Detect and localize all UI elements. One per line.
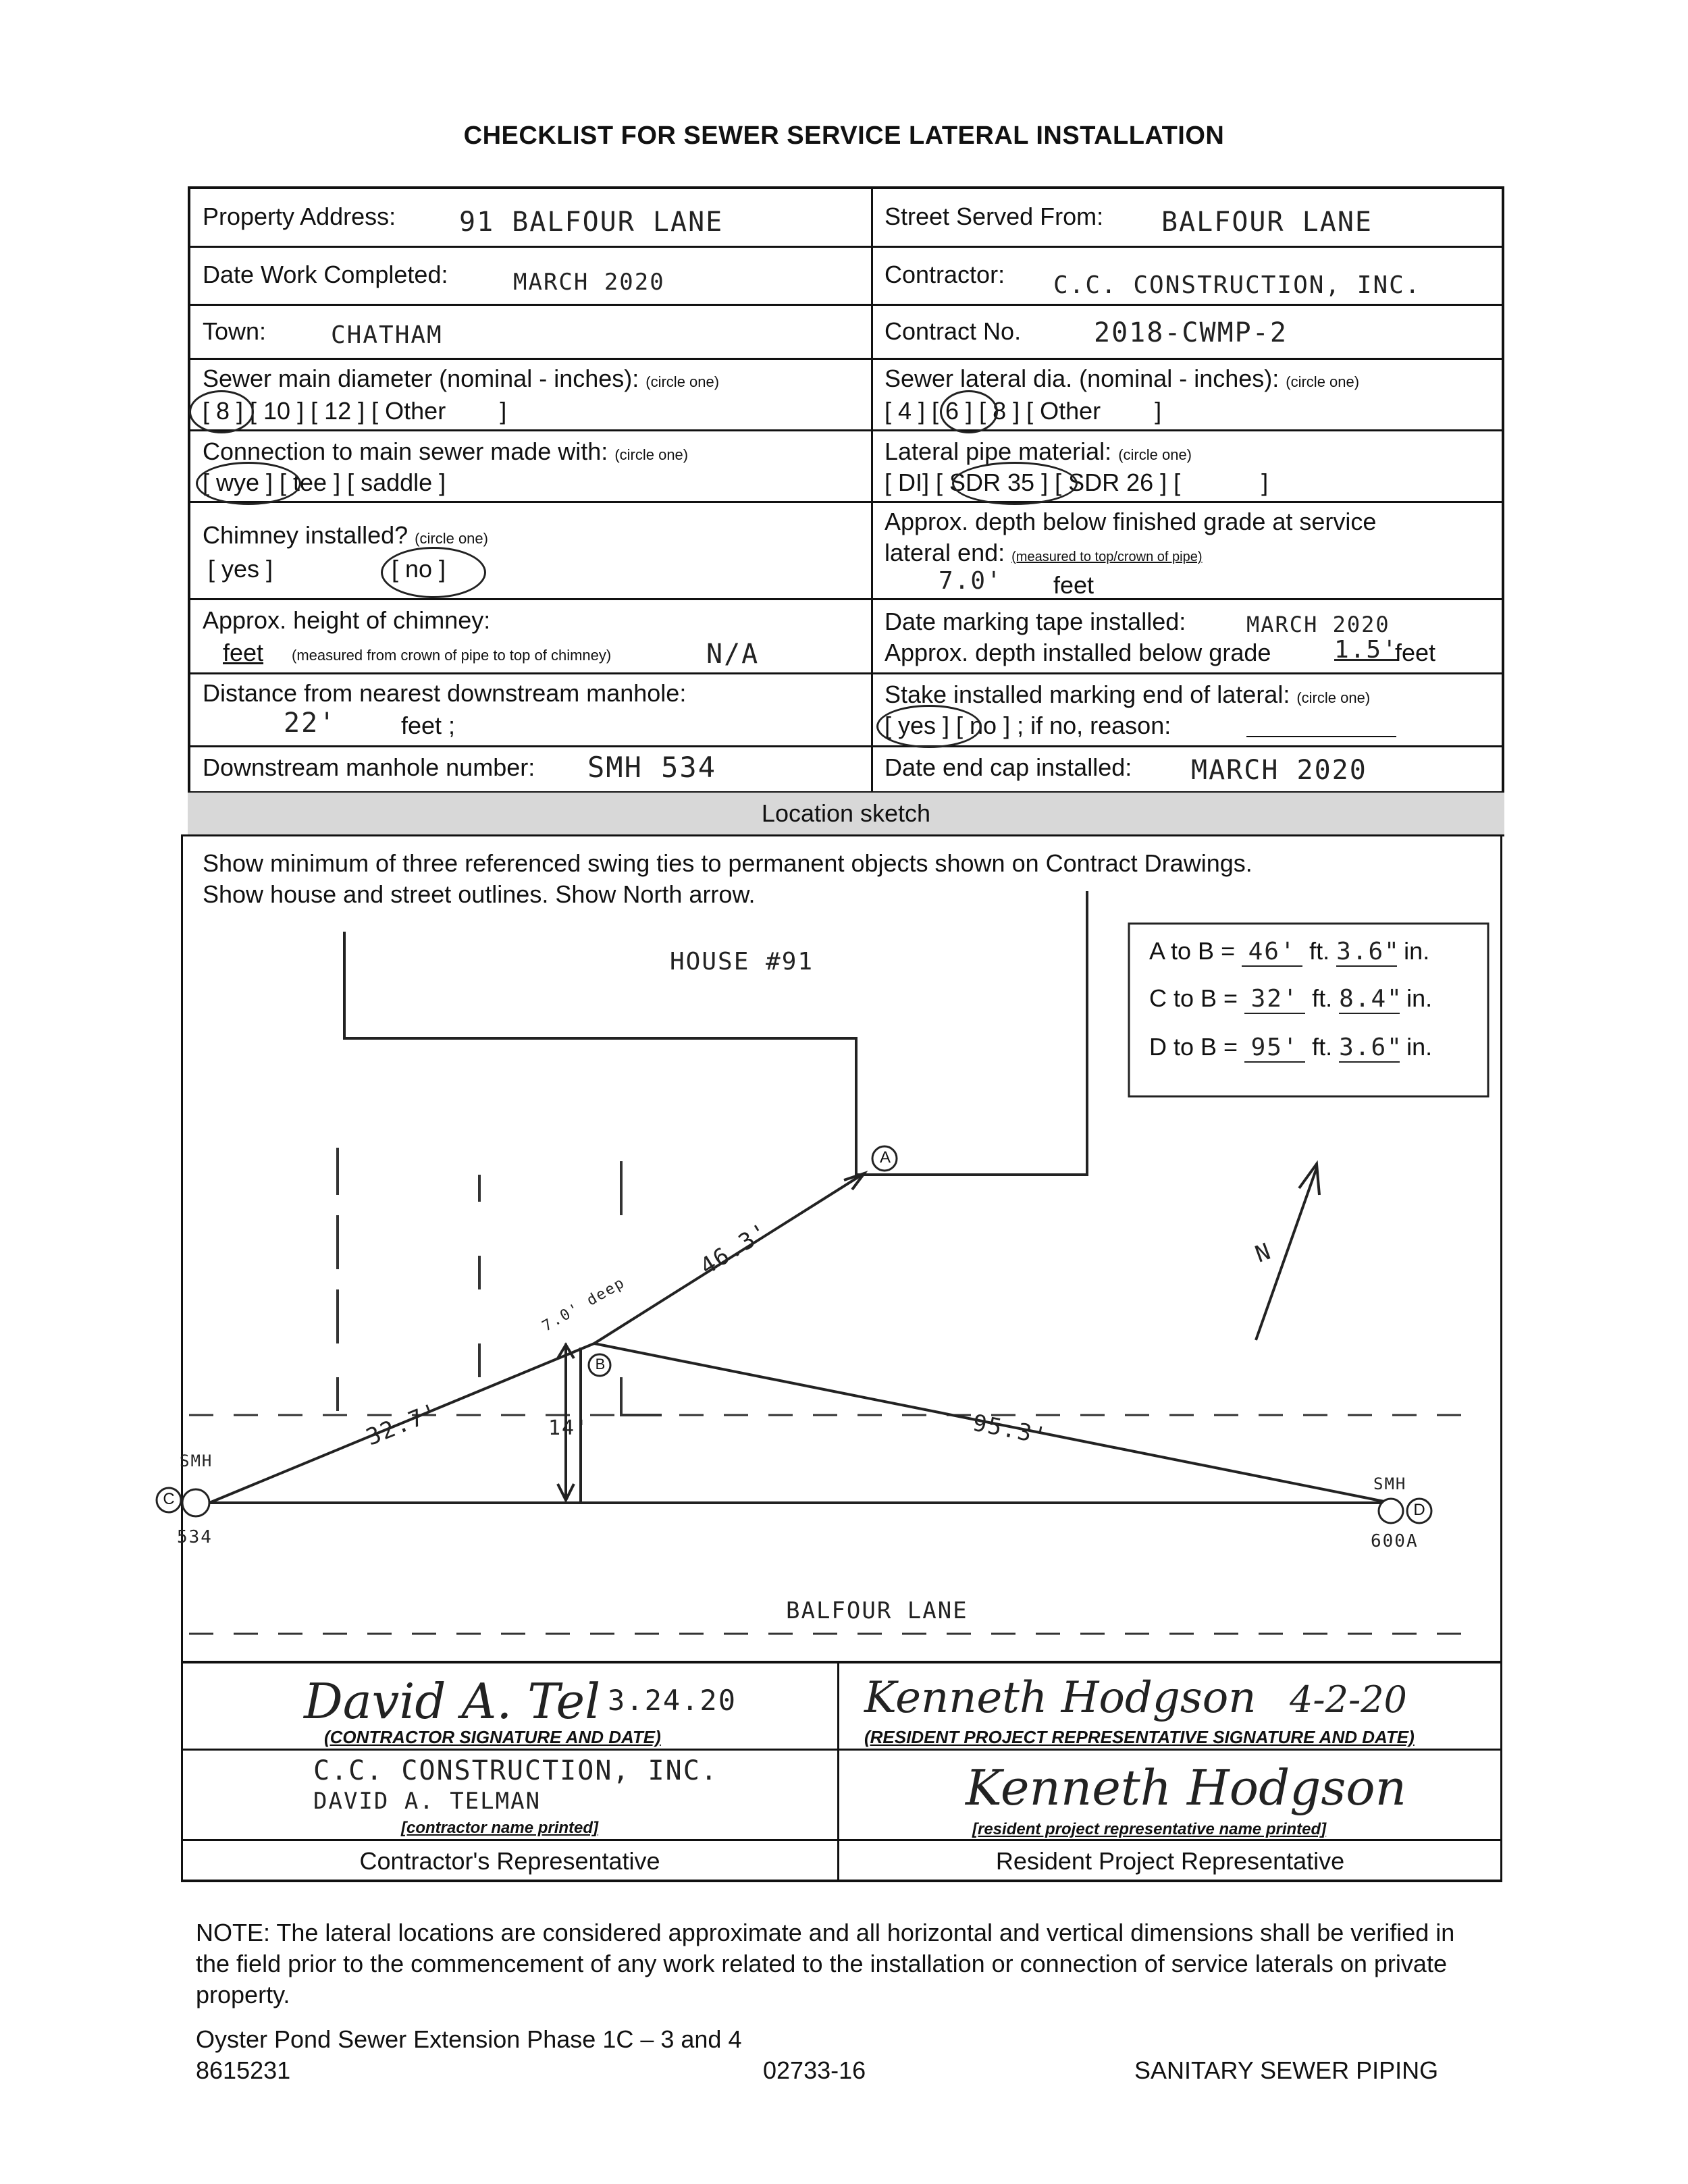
dim-db: 95.3' xyxy=(970,1409,1051,1451)
depth-value: 7.0' xyxy=(939,567,1003,595)
distance-feet-unit: feet ; xyxy=(401,712,456,739)
chimney-height-label: Approx. height of chimney: xyxy=(203,606,491,634)
tape-date-label: Date marking tape installed: xyxy=(885,608,1186,635)
street-served-value: BALFOUR LANE xyxy=(1161,207,1373,238)
contractor-name-line-1: C.C. CONSTRUCTION, INC. xyxy=(313,1755,718,1786)
contractor-rep-label: Contractor's Representative xyxy=(359,1847,660,1875)
house-label: HOUSE #91 xyxy=(670,948,814,976)
property-address-label: Property Address: xyxy=(203,203,396,230)
resident-signature-caption: (RESIDENT PROJECT REPRESENTATIVE SIGNATURE AND DATE) xyxy=(864,1727,1415,1747)
town-label: Town: xyxy=(203,317,267,345)
form-title: CHECKLIST FOR SEWER SERVICE LATERAL INSTALLATION xyxy=(463,122,1225,150)
manhole-label: Downstream manhole number: xyxy=(203,753,535,781)
dim-ab: 46.3' xyxy=(695,1217,774,1281)
street-label: BALFOUR LANE xyxy=(786,1597,968,1624)
chimney-yes-option: [ yes ] xyxy=(208,555,273,583)
tape-date-value: MARCH 2020 xyxy=(1246,612,1390,637)
north-label: N xyxy=(1251,1237,1275,1269)
depth-label-2: lateral end: (measured to top/crown of pipe) xyxy=(885,539,1203,566)
point-a-label: A xyxy=(879,1148,891,1167)
dim-cb: 32.7' xyxy=(362,1397,443,1451)
contractor-label: Contractor: xyxy=(885,261,1005,288)
resident-rep-label: Resident Project Representative xyxy=(995,1847,1345,1875)
deep-note: 7.0' deep xyxy=(539,1274,629,1335)
sketch-instructions-2: Show house and street outlines. Show North arrow. xyxy=(203,880,756,908)
lateral-dia-options: [ 4 ] [ 6 ] [ 8 ] [ Other ] xyxy=(885,397,1162,425)
chimney-height-feet-unit: feet xyxy=(223,639,264,666)
chimney-height-value: N/A xyxy=(706,639,760,670)
contractor-value: C.C. CONSTRUCTION, INC. xyxy=(1053,271,1421,299)
circle-one-note: (circle one) xyxy=(1118,446,1192,463)
lateral-material-label: Lateral pipe material: (circle one) xyxy=(885,437,1192,465)
contract-no-value: 2018-CWMP-2 xyxy=(1094,317,1288,348)
chimney-height-note: (measured from crown of pipe to top of chimney) xyxy=(292,647,612,664)
footer-title: SANITARY SEWER PIPING xyxy=(1134,2056,1439,2084)
connection-options: [ wye ] [ tee ] [ saddle ] xyxy=(203,469,446,496)
depth-feet-unit: feet xyxy=(1053,571,1094,599)
tie-db: D to B = 95' ft. 3.6" in. xyxy=(1149,1033,1433,1061)
lateral-dia-label: Sewer lateral dia. (nominal - inches): (circle one) xyxy=(885,365,1360,392)
point-d-label: D xyxy=(1413,1501,1425,1519)
manhole-value: SMH 534 xyxy=(587,751,717,784)
note-text: NOTE: The lateral locations are considered approximate and all horizontal and vertical dimensions shall be verified in the field prior to the commencement of any work related to the installation or connection of service laterals on private property. xyxy=(196,1919,1455,2008)
circle-one-note: (circle one) xyxy=(1296,689,1371,706)
resident-name-caption: [resident project representative name printed] xyxy=(972,1820,1327,1838)
chimney-label: Chimney installed? (circle one) xyxy=(203,521,488,549)
tape-depth-feet-unit: feet xyxy=(1395,639,1436,666)
tie-cb: C to B = 32' ft. 8.4" in. xyxy=(1149,984,1433,1013)
resident-name-printed: Kenneth Hodgson xyxy=(966,1759,1406,1816)
circle-one-note: (circle one) xyxy=(645,373,720,390)
distance-value: 22' xyxy=(284,708,337,739)
connection-label: Connection to main sewer made with: (circle one) xyxy=(203,437,689,465)
chimney-no-option: [ no ] xyxy=(392,555,446,583)
distance-label: Distance from nearest downstream manhole: xyxy=(203,679,687,707)
lateral-material-options: [ DI] [ SDR 35 ] [ SDR 26 ] [ ] xyxy=(885,469,1269,496)
depth-label-1: Approx. depth below finished grade at service xyxy=(885,508,1377,535)
stake-options: [ yes ] [ no ] ; if no, reason: xyxy=(885,712,1171,739)
smh-right-bottom: 600A xyxy=(1371,1531,1419,1551)
contractor-name-line-2: DAVID A. TELMAN xyxy=(313,1788,542,1815)
contractor-name-caption: [contractor name printed] xyxy=(401,1819,599,1837)
sketch-header: Location sketch xyxy=(761,799,931,827)
tape-depth-value: 1.5' xyxy=(1334,636,1398,664)
footer-project: Oyster Pond Sewer Extension Phase 1C – 3 and 4 xyxy=(196,2025,742,2053)
smh-left-bottom: 534 xyxy=(177,1527,213,1547)
date-completed-label: Date Work Completed: xyxy=(203,261,448,288)
sewer-main-options: [ 8 ] [ 10 ] [ 12 ] [ Other ] xyxy=(203,397,507,425)
footer-section: 02733-16 xyxy=(763,2056,866,2084)
point-b-label: B xyxy=(595,1356,606,1373)
circle-one-note: (circle one) xyxy=(1286,373,1360,390)
circle-one-note: (circle one) xyxy=(415,530,488,547)
sketch-instructions-1: Show minimum of three referenced swing ties to permanent objects shown on Contract Drawings. xyxy=(203,849,1252,877)
circle-one-note: (circle one) xyxy=(614,446,689,463)
depth-note: (measured to top/crown of pipe) xyxy=(1011,550,1203,564)
sewer-main-label: Sewer main diameter (nominal - inches): (circle one) xyxy=(203,365,720,392)
contractor-signature: David A. Tel xyxy=(304,1673,601,1730)
footer-number: 8615231 xyxy=(196,2056,291,2084)
contractor-signature-date: 3.24.20 xyxy=(608,1684,737,1717)
endcap-value: MARCH 2020 xyxy=(1191,755,1367,786)
resident-signature-date: 4-2-20 xyxy=(1290,1678,1407,1721)
town-value: CHATHAM xyxy=(331,321,443,349)
contractor-signature-caption: (CONTRACTOR SIGNATURE AND DATE) xyxy=(324,1727,661,1747)
smh-right-top: SMH xyxy=(1373,1474,1407,1493)
house-outline xyxy=(344,891,1087,1175)
smh-left-top: SMH xyxy=(180,1451,213,1470)
property-address-value: 91 BALFOUR LANE xyxy=(459,207,724,238)
endcap-label: Date end cap installed: xyxy=(885,753,1132,781)
tape-depth-label: Approx. depth installed below grade xyxy=(885,639,1271,666)
contract-no-label: Contract No. xyxy=(885,317,1022,345)
point-markers xyxy=(157,1146,1431,1523)
date-completed-value: MARCH 2020 xyxy=(513,269,665,296)
stake-label: Stake installed marking end of lateral: (circle one) xyxy=(885,681,1371,708)
resident-signature: Kenneth Hodgson xyxy=(864,1673,1257,1723)
street-served-label: Street Served From: xyxy=(885,203,1104,230)
dim-offset: 14' xyxy=(548,1416,589,1440)
tie-ab: A to B = 46' ft. 3.6" in. xyxy=(1149,937,1430,965)
swing-tie-lines xyxy=(209,1173,1391,1503)
point-c-label: C xyxy=(163,1490,175,1508)
